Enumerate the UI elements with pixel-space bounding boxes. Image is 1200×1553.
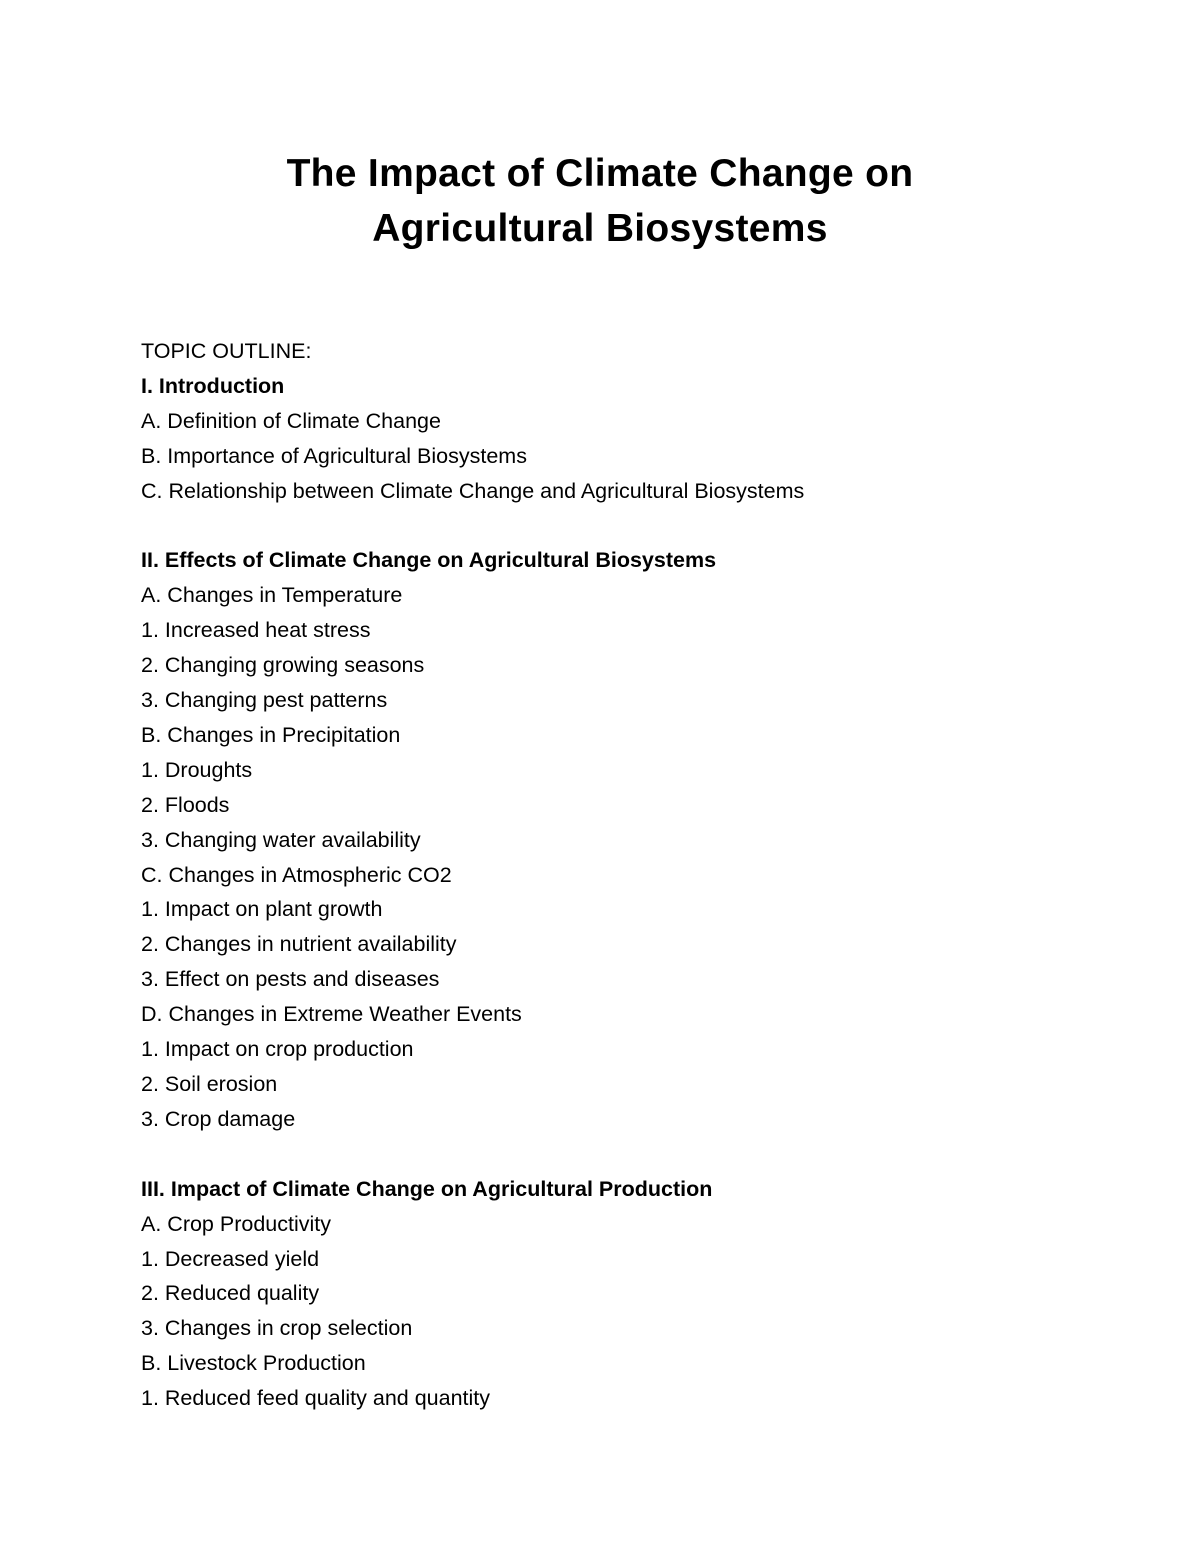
topic-outline: [141, 334, 1141, 1416]
outline-item: 2. Soil erosion: [141, 1072, 278, 1097]
outline-item: 3. Crop damage: [141, 1106, 296, 1131]
outline-heading: TOPIC OUTLINE:: [141, 339, 312, 363]
outline-item: 1. Droughts: [141, 757, 253, 782]
outline-item: 2. Changing growing seasons: [141, 653, 425, 678]
outline-item: 1. Increased heat stress: [141, 618, 371, 643]
outline-item: 3. Changes in crop selection: [141, 1316, 413, 1341]
outline-item: B. Changes in Precipitation: [141, 722, 401, 747]
outline-item: 1. Impact on crop production: [141, 1037, 414, 1062]
outline-item: B. Livestock Production: [141, 1351, 366, 1376]
outline-item: 2. Floods: [141, 792, 230, 817]
outline-item: A. Changes in Temperature: [141, 583, 403, 608]
document-title-line-2: Agricultural Biosystems: [372, 207, 828, 250]
outline-item: A. Crop Productivity: [141, 1211, 331, 1236]
outline-item: 1. Reduced feed quality and quantity: [141, 1386, 491, 1411]
outline-item: 3. Changing water availability: [141, 827, 421, 852]
outline-section-introduction: [141, 369, 1141, 509]
section-heading: I. Introduction: [141, 373, 285, 398]
outline-item: 1. Decreased yield: [141, 1246, 320, 1271]
document-title: [0, 146, 1200, 256]
outline-section-effects: [141, 543, 1141, 1136]
outline-item: 1. Impact on plant growth: [141, 897, 383, 922]
outline-item: 3. Changing pest patterns: [141, 688, 388, 713]
outline-item: A. Definition of Climate Change: [141, 408, 441, 433]
outline-section-production: [141, 1172, 1141, 1416]
section-heading: II. Effects of Climate Change on Agricultural Biosystems: [141, 548, 717, 573]
outline-item: 3. Effect on pests and diseases: [141, 967, 440, 992]
section-spacer: [141, 1137, 1141, 1172]
section-heading: III. Impact of Climate Change on Agricultural Production: [141, 1176, 713, 1201]
outline-item: D. Changes in Extreme Weather Events: [141, 1002, 522, 1027]
outline-item: B. Importance of Agricultural Biosystems: [141, 443, 527, 468]
outline-item: C. Changes in Atmospheric CO2: [141, 862, 452, 887]
outline-item: 2. Changes in nutrient availability: [141, 932, 457, 957]
document-title-line-1: The Impact of Climate Change on: [286, 152, 914, 195]
outline-item: 2. Reduced quality: [141, 1281, 320, 1306]
section-spacer: [141, 509, 1141, 544]
outline-item: C. Relationship between Climate Change and Agricultural Biosystems: [141, 478, 805, 503]
